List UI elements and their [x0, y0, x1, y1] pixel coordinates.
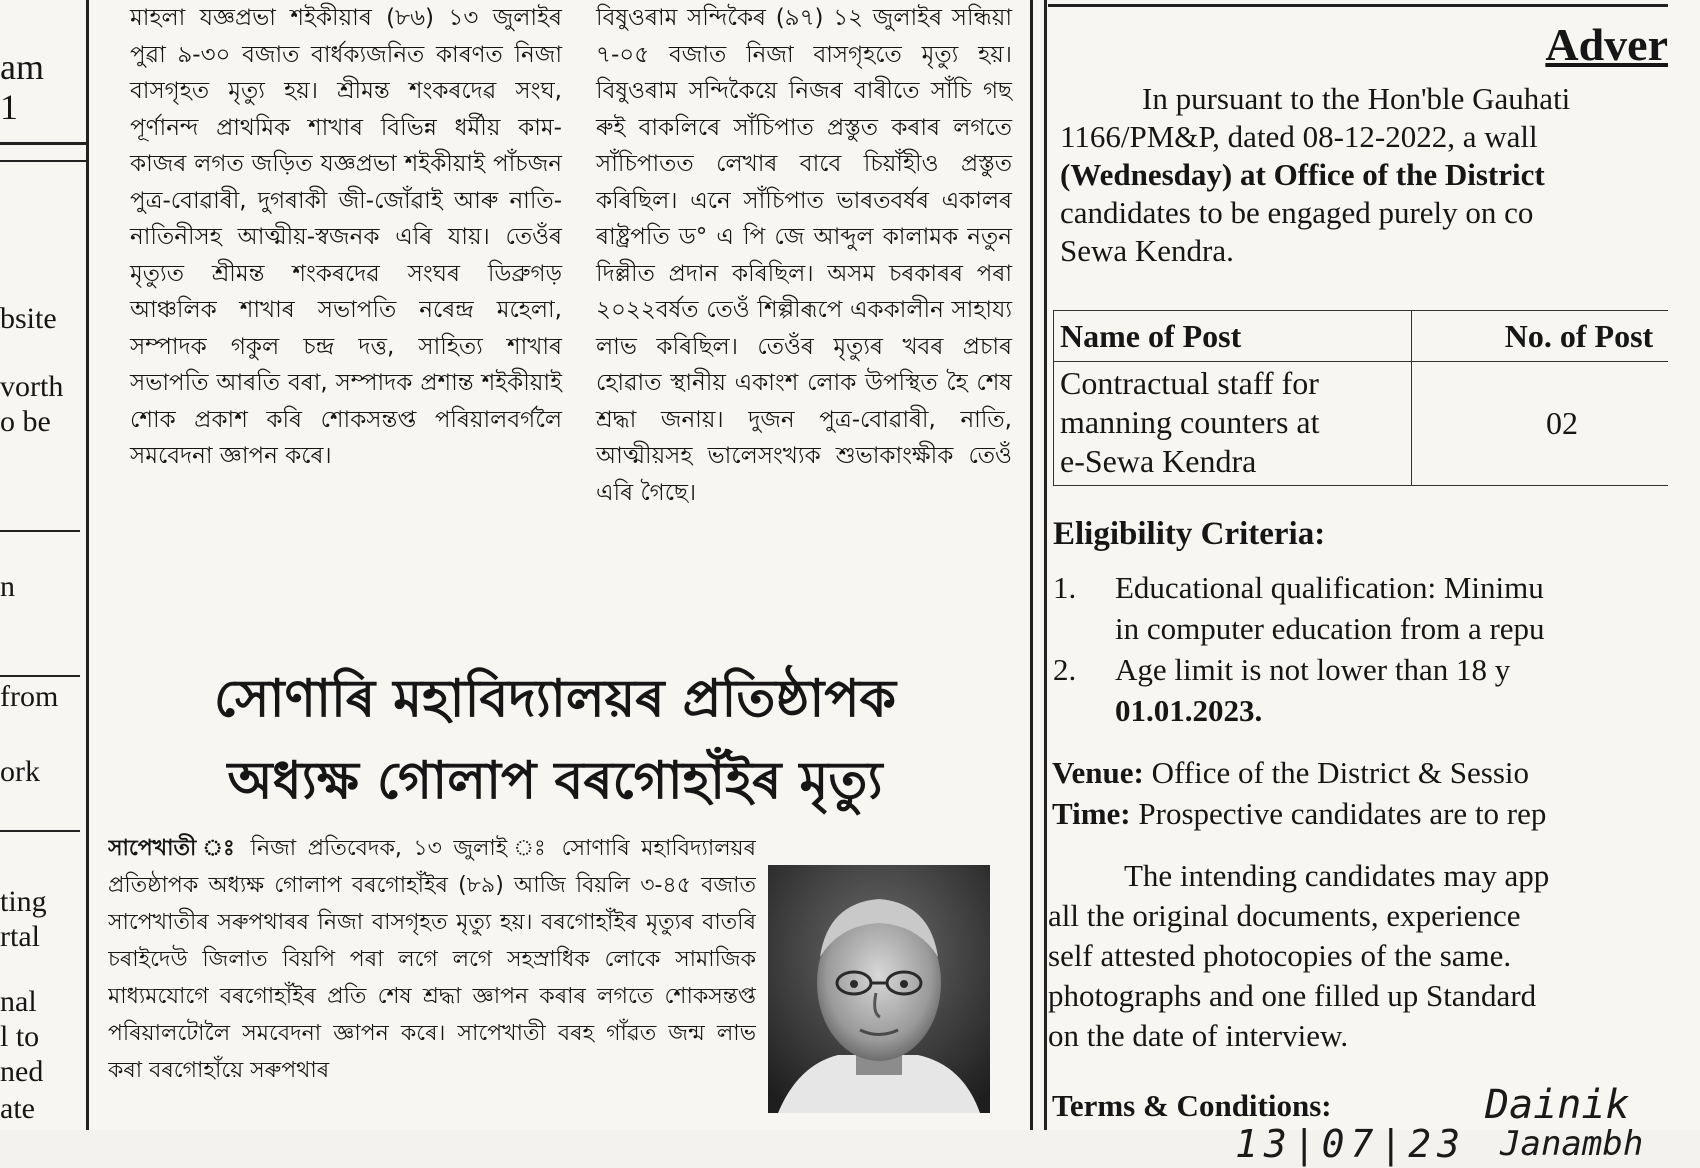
closing-line: The intending candidates may app [1124, 858, 1550, 893]
ad-intro-line: candidates to be engaged purely on co [1060, 195, 1534, 230]
handwritten-paper-name-2: Janambh [1500, 1124, 1644, 1164]
closing-paragraph [1048, 856, 1668, 1056]
fragment: nal [0, 985, 37, 1018]
advertisement-panel [1048, 4, 1668, 1130]
closing-line: photographs and one filled up Standard [1048, 978, 1537, 1013]
time-line [1052, 793, 1668, 834]
criteria-text-continued: in computer education from a repu [1115, 611, 1545, 646]
fragment: ate [0, 1092, 35, 1125]
fragment: from [0, 680, 59, 713]
terms-heading: Terms & Conditions: [1052, 1088, 1332, 1123]
post-name-cell [1054, 362, 1412, 486]
list-item [1053, 567, 1668, 608]
criteria-list [1053, 567, 1668, 731]
table-header-count: No. of Post [1412, 311, 1669, 362]
obituary-left-text: মাহলা যজ্ঞপ্ৰভা শইকীয়াৰ (৮৬) ১৩ জুলাইৰ পুৱা ৯-৩০ বজাত বাৰ্ধক্যজনিত কাৰণত নিজা বাসগৃহত মৃত্যু হয়। শ্ৰীমন্ত শংকৰদেৱ সংঘ, পূৰ্ণানন্দ প্ৰাথমিক শাখাৰ বিভিন্ন ধৰ্মীয় কাম-কাজৰ লগত জড়িত যজ্ঞপ্ৰভা শইকীয়াই পাঁচজন পুত্ৰ-বোৱাৰী, দুগৰাকী জী-জোঁৱাই আৰু নাতি-নাতিনীসহ আত্মীয়-স্বজনক এৰি যায়। তেওঁৰ মৃত্যুত শ্ৰীমন্ত শংকৰদেৱ সংঘৰ ডিব্ৰুগড় আঞ্চলিক শাখাৰ সভাপতি নৰেন্দ্ৰ মহেলা, সম্পাদক গকুল চন্দ্ৰ দত্ত, সাহিত্য শাখাৰ সভাপতি আৰতি বৰা, সম্পাদক প্ৰশান্ত শইকীয়াই শোক প্ৰকাশ কৰি শোকসন্তপ্ত পৰিয়ালবৰ্গলৈ সমবেদনা জ্ঞাপন কৰে। [130, 5, 562, 469]
obituary-column-right [596, 0, 1012, 511]
table-row [1054, 362, 1669, 486]
venue-label: Venue: [1052, 755, 1144, 790]
handwritten-paper-name: Dainik [1485, 1082, 1630, 1128]
table-header-row [1054, 311, 1669, 362]
news-story [108, 830, 756, 1130]
venue-text: Office of the District & Sessio [1151, 755, 1530, 790]
ad-intro-line: (Wednesday) at Office of the District [1060, 157, 1545, 192]
obituary-right-text: বিষুওৰাম সন্দিকৈৰ (৯৭) ১২ জুলাইৰ সন্ধিয়া ৭-০৫ বজাত নিজা বাসগৃহতে মৃত্যু হয়। বিষুওৰাম সন্দিকৈয়ে নিজৰ বাৰীতে সাঁচি গছ ৰুই বাকলিৰে সাঁচিপাত প্ৰস্তুত কৰাৰ লগতে সাঁচিপাতত লেখাৰ বাবে চিয়াঁহীও প্ৰস্তুত কৰিছিল। এনে সাঁচিপাত ভাৰতবৰ্ষৰ একালৰ ৰাষ্ট্ৰপতি ড° এ পি জে আব্দুল কালামক নতুন দিল্লীত প্ৰদান কৰিছিল। অসম চৰকাৰৰ পৰা ২০২২বৰ্ষত তেওঁ শিল্পীৰূপে এককালীন সাহায্য লাভ কৰিছিল। তেওঁৰ মৃত্যুৰ খবৰ প্ৰচাৰ হোৱাত স্থানীয় একাংশ লোক উপস্থিত হৈ শেষ শ্ৰদ্ধা জনায়। দুজন পুত্ৰ-বোৱাৰী, নাতি, আত্মীয়সহ ভালেসংখ্যক শুভাকাংক্ষীক তেওঁ এৰি গৈছে। [596, 5, 1012, 506]
time-text: Prospective candidates are to rep [1138, 796, 1547, 831]
fragment: ting [0, 885, 47, 918]
column-rule [1044, 0, 1047, 1130]
headline-line-2: অধ্যক্ষ গোলাপ বৰগোহাঁইৰ মৃত্যু [227, 751, 883, 811]
portrait-photo [768, 865, 990, 1113]
fragment: ork [0, 755, 40, 788]
closing-line: all the original documents, experience [1048, 898, 1521, 933]
column-rule [0, 530, 80, 532]
fragment: vorth [0, 370, 64, 403]
criteria-text: Age limit is not lower than 18 y [1115, 652, 1511, 687]
ad-intro [1060, 80, 1668, 270]
fragment: am [0, 47, 44, 87]
fragment: 1 [0, 87, 18, 127]
eligibility-heading: Eligibility Criteria: [1053, 516, 1326, 552]
venue-line [1052, 752, 1668, 793]
left-cutoff-column [0, 0, 90, 1130]
fragment: bsite [0, 302, 57, 335]
handwritten-date: 13|07|23 [1235, 1122, 1467, 1166]
criteria-text-continued: 01.01.2023. [1115, 693, 1263, 728]
column-rule [0, 830, 80, 832]
ad-title: Adver [1545, 19, 1668, 70]
table-header-post: Name of Post [1054, 311, 1412, 362]
fragment: o be [0, 405, 51, 438]
column-rule [86, 0, 89, 1130]
ad-border-top [1048, 4, 1668, 7]
criteria-text: Educational qualification: Minimu [1115, 570, 1544, 605]
posts-table [1053, 310, 1668, 486]
post-name-line: Contractual staff for [1060, 365, 1319, 401]
time-label: Time: [1052, 796, 1131, 831]
ad-intro-line: 1166/PM&P, dated 08-12-2022, a wall [1060, 119, 1538, 154]
headline-line-1: সোণাৰি মহাবিদ্যালয়ৰ প্ৰতিষ্ঠাপক [214, 669, 896, 729]
fragment: l to [0, 1020, 40, 1053]
story-text: নিজা প্ৰতিবেদক, ১৩ জুলাই ঃ সোণাৰি মহাবিদ্যালয়ৰ প্ৰতিষ্ঠাপক অধ্যক্ষ গোলাপ বৰগোহাঁইৰ (৮৯) আজি বিয়লি ৩-৪৫ বজাত সাপেখাতীৰ সৰুপথাৰৰ নিজা বাসগৃহত মৃত্যু হয়। বৰগোহাঁইৰ মৃত্যুৰ বাতৰি চৰাইদেউ জিলাত বিয়পি পৰা লগে লগে সহস্ৰাধিক লোকে সামাজিক মাধ্যমযোগে বৰগোহাঁইৰ প্ৰতি শেষ শ্ৰদ্ধা জ্ঞাপন কৰাৰ লগতে শোকসন্তপ্ত পৰিয়ালটোলৈ সমবেদনা জ্ঞাপন কৰে। সাপেখাতী বৰহ গাঁৱত জন্ম লাভ কৰা বৰগোহাঁয়ে সৰুপথাৰ [108, 836, 756, 1083]
closing-line: self attested photocopies of the same. [1048, 938, 1512, 973]
fragment: n [0, 570, 15, 603]
fragment: rtal [0, 920, 40, 953]
post-name-line: manning counters at [1060, 404, 1320, 440]
venue-time-block [1052, 752, 1668, 834]
column-rule [0, 142, 88, 145]
list-item [1053, 649, 1668, 690]
list-number: 1. [1053, 570, 1077, 605]
headline [140, 658, 970, 822]
fragment: ned [0, 1055, 44, 1088]
post-name-line: e-Sewa Kendra [1060, 443, 1257, 479]
ad-intro-line: In pursuant to the Hon'ble Gauhati [1142, 81, 1571, 116]
story-dateline: সাপেখাতী ঃ [108, 836, 240, 861]
column-rule [0, 160, 88, 162]
obituary-column-left [130, 0, 562, 475]
column-rule [1030, 0, 1033, 1130]
ad-intro-line: Sewa Kendra. [1060, 233, 1234, 268]
closing-line: on the date of interview. [1048, 1018, 1349, 1053]
column-rule [0, 675, 80, 677]
list-number: 2. [1053, 652, 1077, 687]
post-count-cell: 02 [1412, 362, 1669, 486]
